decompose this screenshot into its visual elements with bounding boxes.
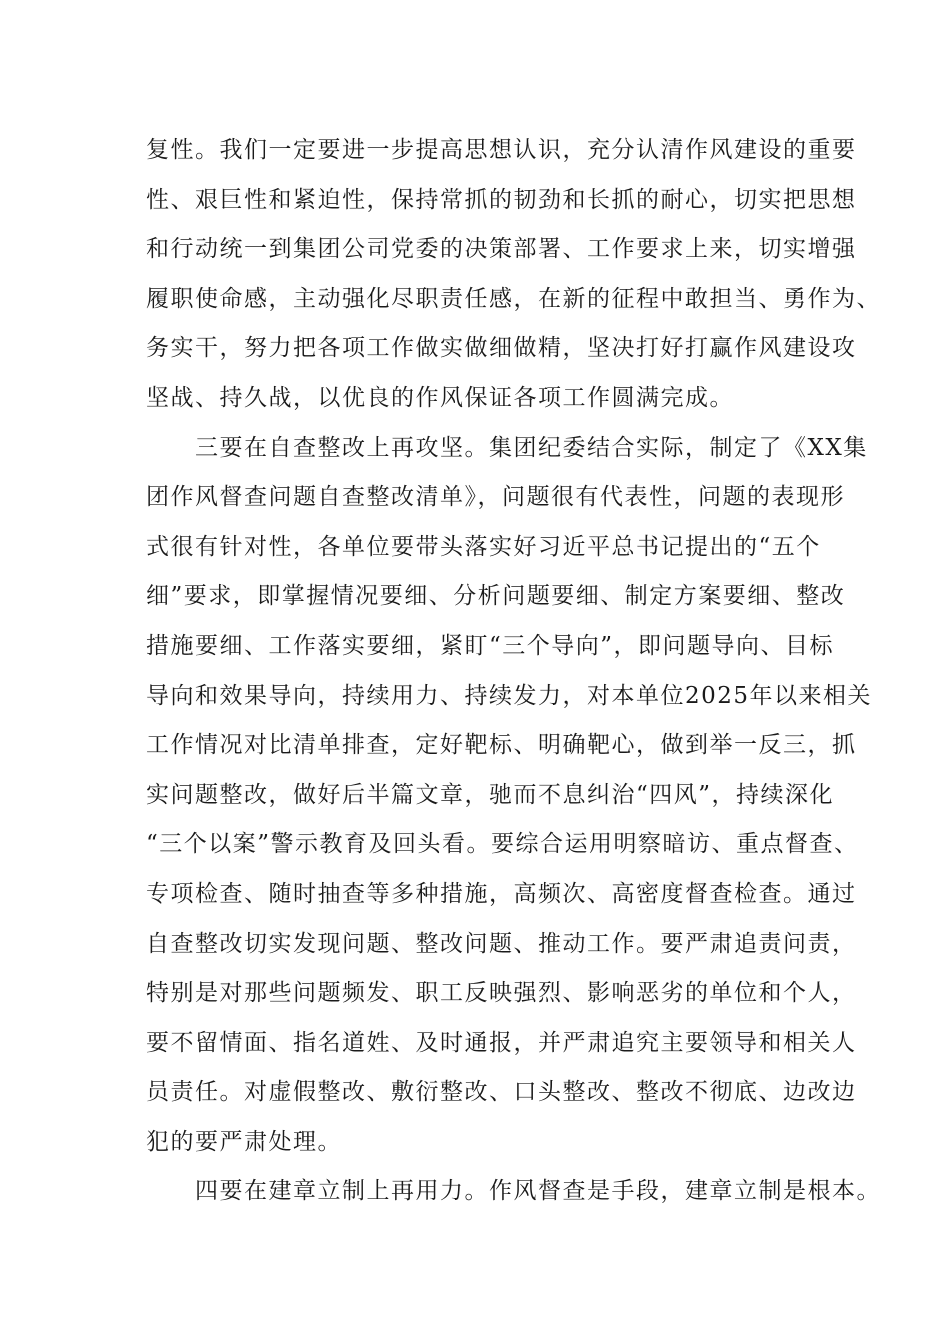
text-line: 要不留情面、指名道姓、及时通报，并严肃追究主要领导和相关人	[146, 1029, 857, 1056]
text-line: 履职使命感，主动强化尽职责任感，在新的征程中敢担当、勇作为、	[146, 285, 881, 312]
text-line: 复性。我们一定要进一步提高思想认识，充分认清作风建设的重要	[146, 137, 857, 163]
text-line: 员责任。对虚假整改、敷衍整改、口头整改、整改不彻底、边改边	[146, 1079, 857, 1106]
text-line: 和行动统一到集团公司党委的决策部署、工作要求上来，切实增强	[146, 236, 857, 263]
text-line: 专项检查、随时抽查等多种措施，高频次、高密度督查检查。通过	[146, 880, 857, 907]
text-line: “三个以案”警示教育及回头看。要综合运用明察暗访、重点督查、	[146, 831, 859, 858]
text-line: 实问题整改，做好后半篇文章，驰而不息纠治“四风”，持续深化	[146, 781, 835, 808]
text-line: 性、艰巨性和紧迫性，保持常抓的韧劲和长抓的耐心，切实把思想	[146, 186, 857, 213]
text-line: 坚战、持久战，以优良的作风保证各项工作圆满完成。	[146, 384, 734, 411]
body-text	[146, 126, 881, 1217]
paragraph-start-line: 三要在自查整改上再攻坚。集团纪委结合实际，制定了《XX集	[146, 434, 868, 461]
text-line: 自查整改切实发现问题、整改问题、推动工作。要严肃追责问责，	[146, 930, 857, 957]
text-line: 式很有针对性，各单位要带头落实好习近平总书记提出的“五个	[146, 533, 821, 560]
text-line: 导向和效果导向，持续用力、持续发力，对本单位2025年以来相关	[146, 682, 873, 709]
text-line: 团作风督查问题自查整改清单》，问题很有代表性，问题的表现形	[146, 484, 845, 511]
text-line: 措施要细、工作落实要细，紧盯“三个导向”，即问题导向、目标	[146, 632, 835, 659]
text-line: 细”要求，即掌握情况要细、分析问题要细、制定方案要细、整改	[146, 583, 846, 610]
paragraph-start-line: 四要在建章立制上再用力。作风督查是手段，建章立制是根本。	[146, 1178, 881, 1205]
text-line: 工作情况对比清单排查，定好靶标、明确靶心，做到举一反三，抓	[146, 732, 857, 759]
text-line: 务实干，努力把各项工作做实做细做精，坚决打好打赢作风建设攻	[146, 335, 857, 362]
text-line: 犯的要严肃处理。	[146, 1128, 342, 1155]
text-line: 特别是对那些问题频发、职工反映强烈、影响恶劣的单位和个人，	[146, 980, 857, 1007]
